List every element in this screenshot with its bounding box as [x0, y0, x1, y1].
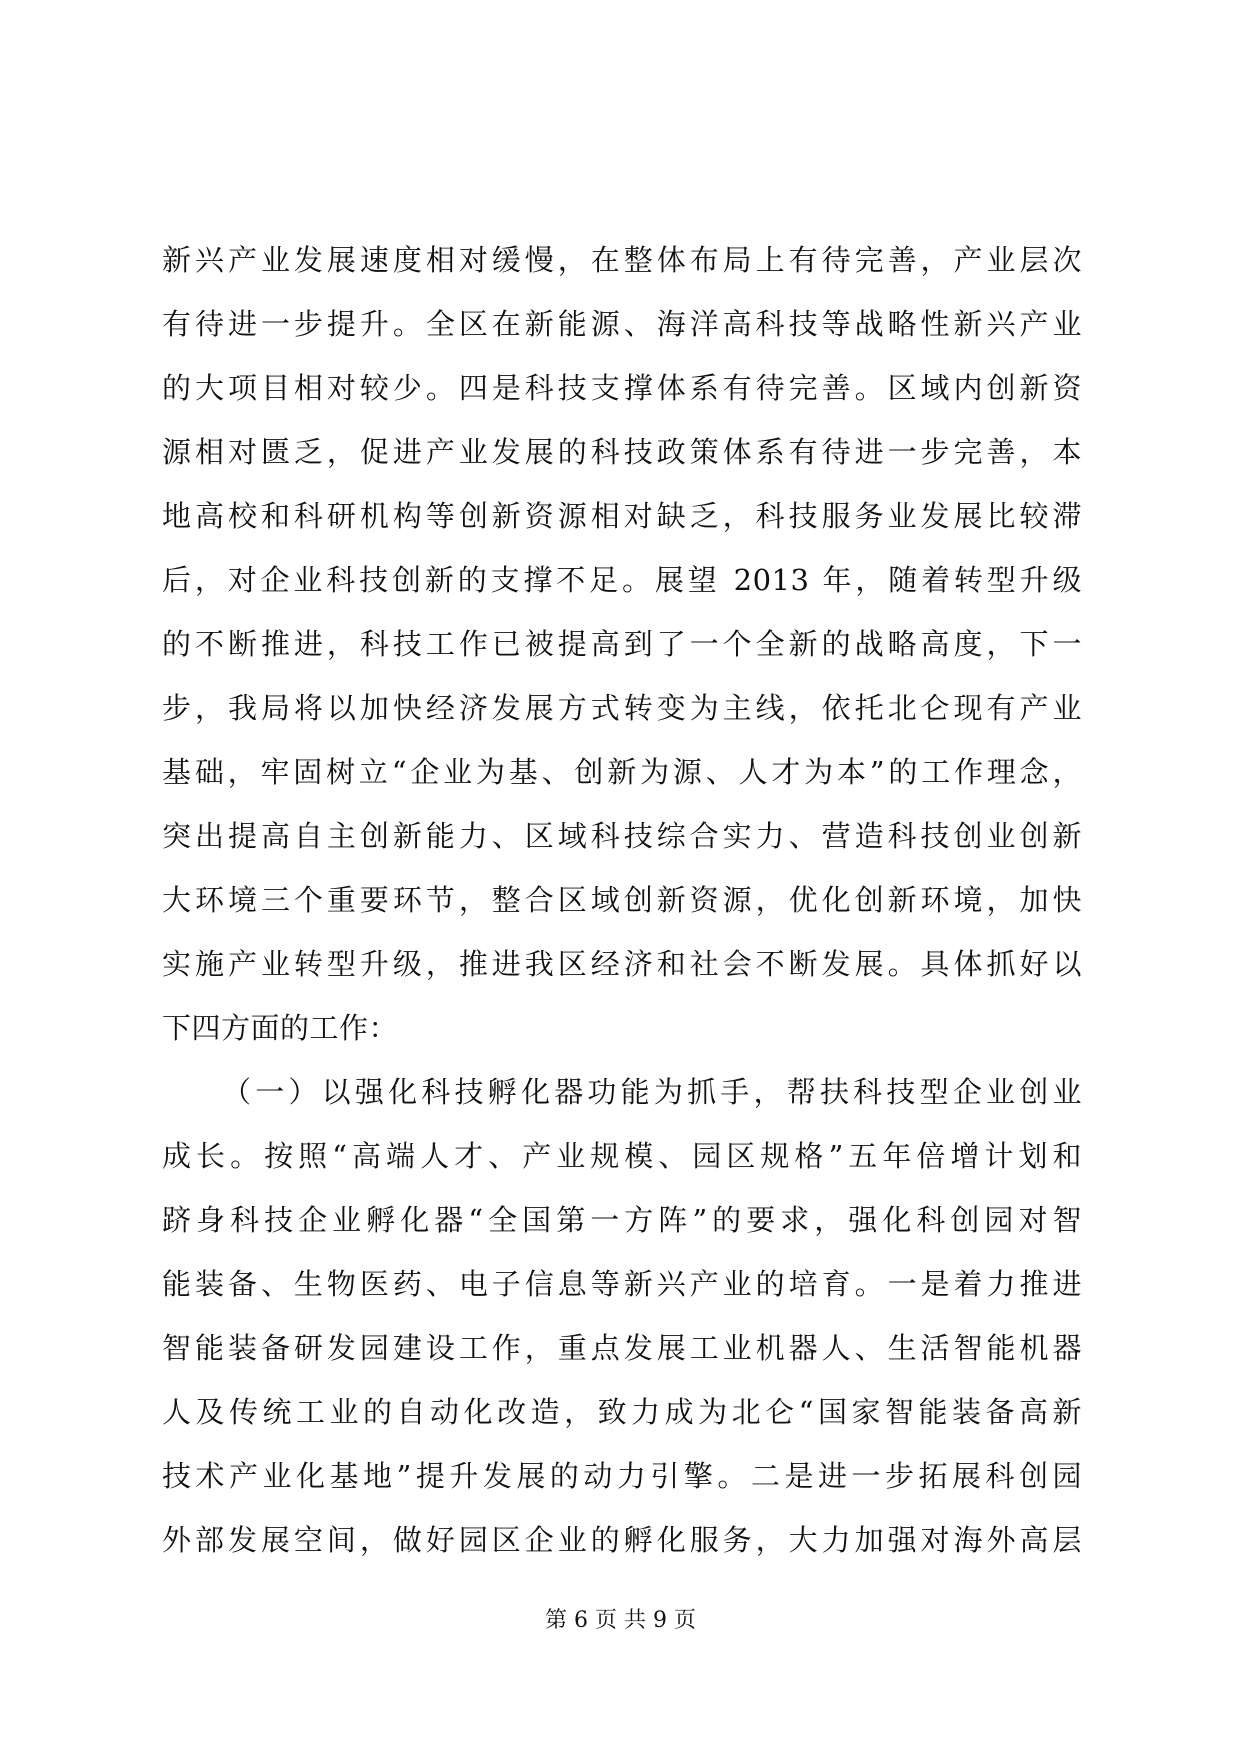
text-line: 有待进一步提升。全区在新能源、海洋高科技等战略性新兴产业 [162, 307, 1082, 341]
body-text [162, 228, 1082, 1572]
text-line: 基础，牢固树立“企业为基、创新为源、人才为本”的工作理念， [162, 755, 1082, 789]
text-line: 外部发展空间，做好园区企业的孵化服务，大力加强对海外高层 [162, 1523, 1082, 1557]
text-line: 人及传统工业的自动化改造，致力成为北仑“国家智能装备高新 [162, 1395, 1082, 1429]
text-line: 突出提高自主创新能力、区域科技综合实力、营造科技创业创新 [162, 819, 1082, 853]
page-footer: 第 6 页 共 9 页 [545, 1608, 696, 1633]
text-line: 下四方面的工作： [162, 1011, 399, 1045]
text-line: 步，我局将以加快经济发展方式转变为主线，依托北仑现有产业 [162, 691, 1082, 725]
text-line: 地高校和科研机构等创新资源相对缺乏，科技服务业发展比较滞 [162, 499, 1082, 533]
text-line: 能装备、生物医药、电子信息等新兴产业的培育。一是着力推进 [162, 1267, 1082, 1301]
text-line: 智能装备研发园建设工作，重点发展工业机器人、生活智能机器 [162, 1331, 1082, 1365]
section-heading-line: （一）以强化科技孵化器功能为抓手，帮扶科技型企业创业 [222, 1075, 1082, 1109]
text-line: 跻身科技企业孵化器“全国第一方阵”的要求，强化科创园对智 [162, 1203, 1082, 1237]
text-line: 技术产业化基地”提升发展的动力引擎。二是进一步拓展科创园 [162, 1459, 1082, 1493]
text-line: 后，对企业科技创新的支撑不足。展望 2013 年，随着转型升级 [162, 563, 1082, 597]
text-line: 成长。按照“高端人才、产业规模、园区规格”五年倍增计划和 [162, 1139, 1082, 1173]
text-line: 新兴产业发展速度相对缓慢，在整体布局上有待完善，产业层次 [162, 243, 1082, 277]
text-line: 实施产业转型升级，推进我区经济和社会不断发展。具体抓好以 [162, 947, 1082, 981]
text-line: 的大项目相对较少。四是科技支撑体系有待完善。区域内创新资 [162, 371, 1082, 405]
text-line: 的不断推进，科技工作已被提高到了一个全新的战略高度，下一 [162, 627, 1082, 661]
text-line: 大环境三个重要环节，整合区域创新资源，优化创新环境，加快 [162, 883, 1082, 917]
text-line: 源相对匮乏，促进产业发展的科技政策体系有待进一步完善，本 [162, 435, 1082, 469]
